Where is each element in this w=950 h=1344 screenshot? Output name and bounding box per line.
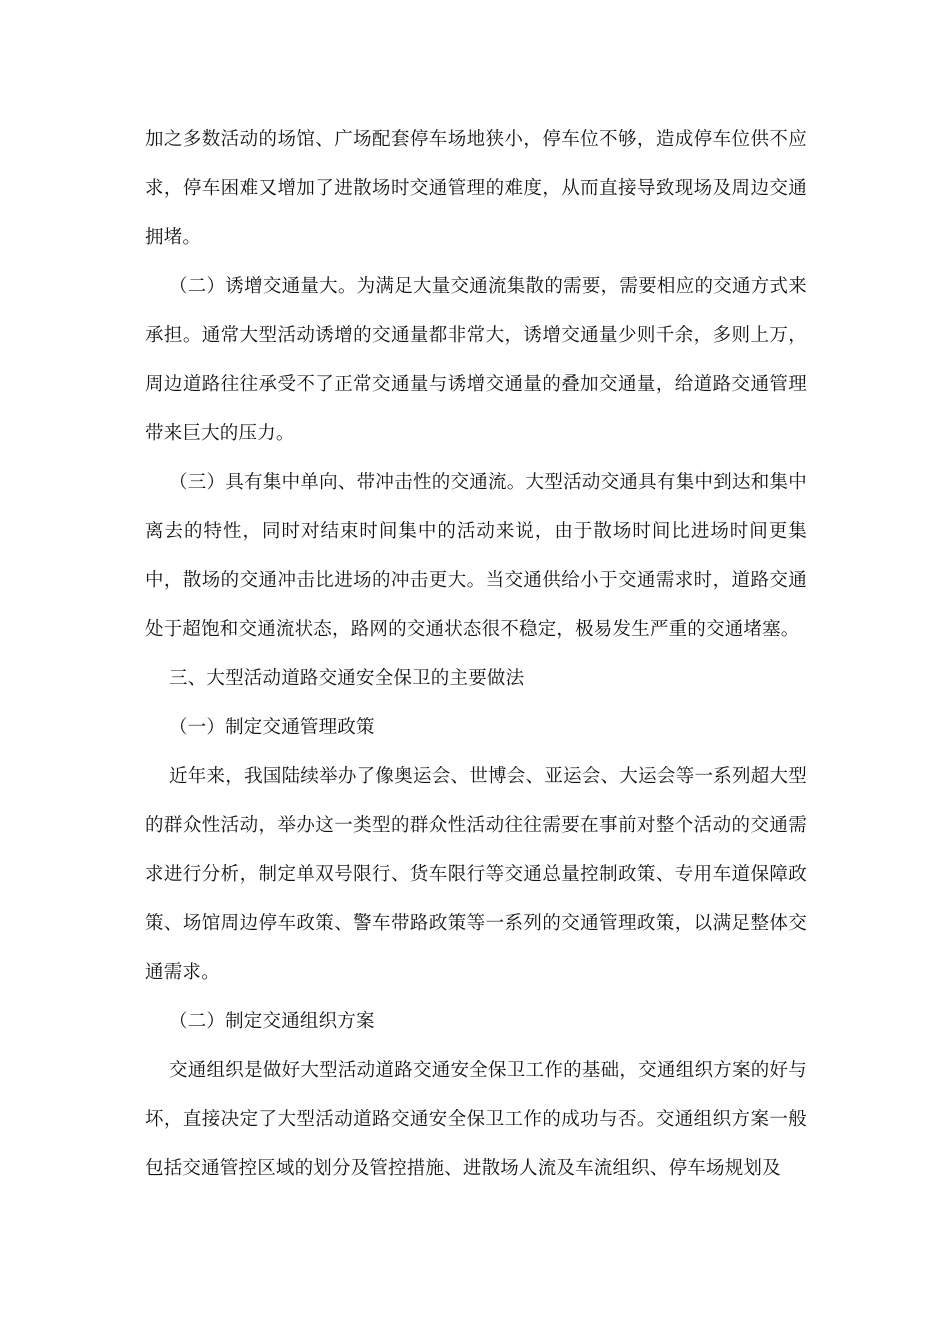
section-heading-main-practices: 三、大型活动道路交通安全保卫的主要做法 — [169, 668, 525, 689]
paragraph-traffic-policy: 近年来，我国陆续举办了像奥运会、世博会、亚运会、大运会等一系列超大型的群众性活动，举办这一类型的群众性活动往往需要在事前对整个活动的交通需求进行分析，制定单双号限行、货车限行等交通总量控制政策、专用车道保障政策、场馆周边停车政策、警车带路政策等一系列的交通管理政策，以满足整体交通需求。 — [145, 766, 807, 983]
paragraph-parking-shortage: 加之多数活动的场馆、广场配套停车场地狭小，停车位不够，造成停车位供不应求，停车困难又增加了进散场时交通管理的难度，从而直接导致现场及周边交通拥堵。 — [145, 129, 807, 248]
paragraph-concentrated-flow: （三）具有集中单向、带冲击性的交通流。大型活动交通具有集中到达和集中离去的特性，同时对结束时间集中的活动来说，由于散场时间比进场时间更集中，散场的交通冲击比进场的冲击更大。当交通供给小于交通需求时，道路交通处于超饱和交通流状态，路网的交通状态很不稳定，极易发生严重的交通堵塞。 — [145, 472, 807, 640]
subheading-traffic-organization: （二）制定交通组织方案 — [169, 1011, 375, 1032]
paragraph-traffic-organization: 交通组织是做好大型活动道路交通安全保卫工作的基础，交通组织方案的好与坏，直接决定了大型活动道路交通安全保卫工作的成功与否。交通组织方案一般包括交通管控区域的划分及管控措施、进散场人流及车流组织、停车场规划及 — [145, 1060, 807, 1179]
subheading-traffic-policy: （一）制定交通管理政策 — [169, 717, 375, 738]
paragraph-induced-traffic: （二）诱增交通量大。为满足大量交通流集散的需要，需要相应的交通方式来承担。通常大型活动诱增的交通量都非常大，诱增交通量少则千余，多则上万，周边道路往往承受不了正常交通量与诱增交通量的叠加交通量，给道路交通管理带来巨大的压力。 — [145, 276, 807, 444]
